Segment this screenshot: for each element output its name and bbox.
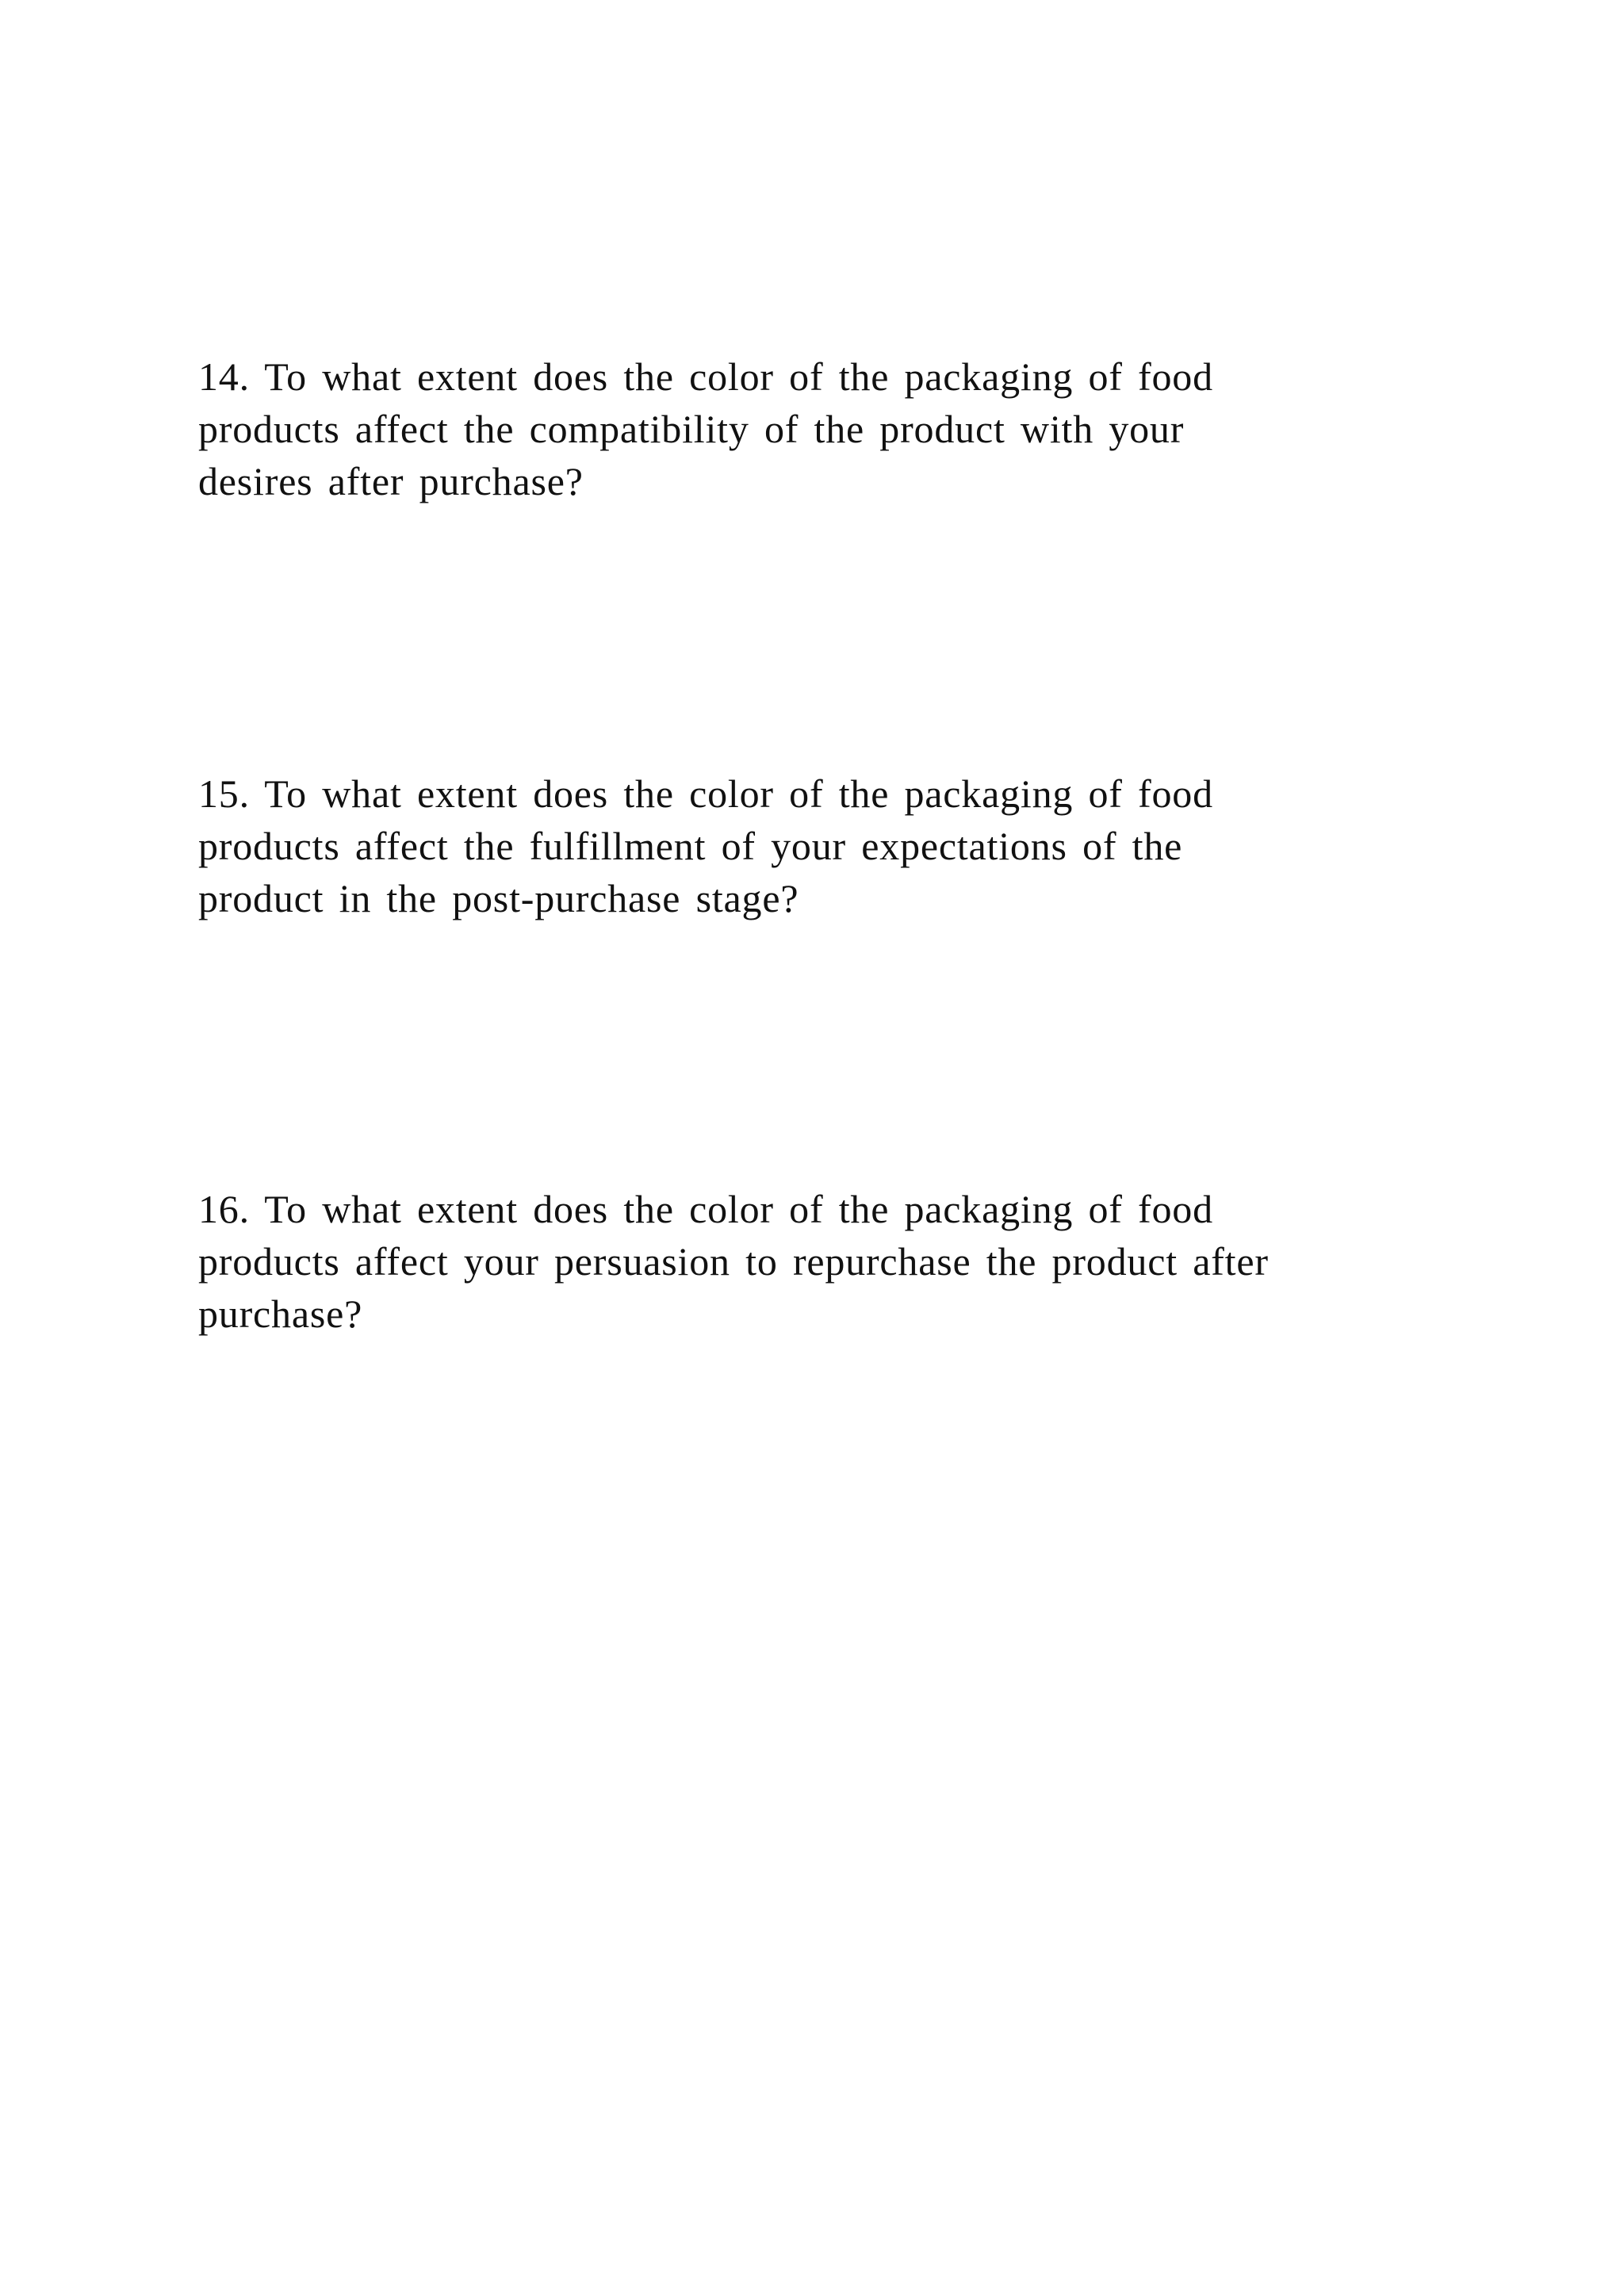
- question-14: [198, 350, 1483, 507]
- question-line: 15. To what extent does the color of the packaging of food: [198, 771, 1213, 816]
- question-line: products affect the fulfillment of your expectations of the: [198, 824, 1183, 868]
- question-16: [198, 1183, 1483, 1340]
- question-line: products affect the compatibility of the product with your: [198, 407, 1185, 451]
- question-line: desires after purchase?: [198, 459, 584, 503]
- question-line: 14. To what extent does the color of the packaging of food: [198, 354, 1213, 399]
- question-line: products affect your persuasion to repurchase the product after: [198, 1239, 1269, 1284]
- question-15: [198, 767, 1483, 924]
- question-line: purchase?: [198, 1292, 363, 1336]
- question-line: product in the post-purchase stage?: [198, 876, 799, 920]
- question-line: 16. To what extent does the color of the packaging of food: [198, 1187, 1213, 1231]
